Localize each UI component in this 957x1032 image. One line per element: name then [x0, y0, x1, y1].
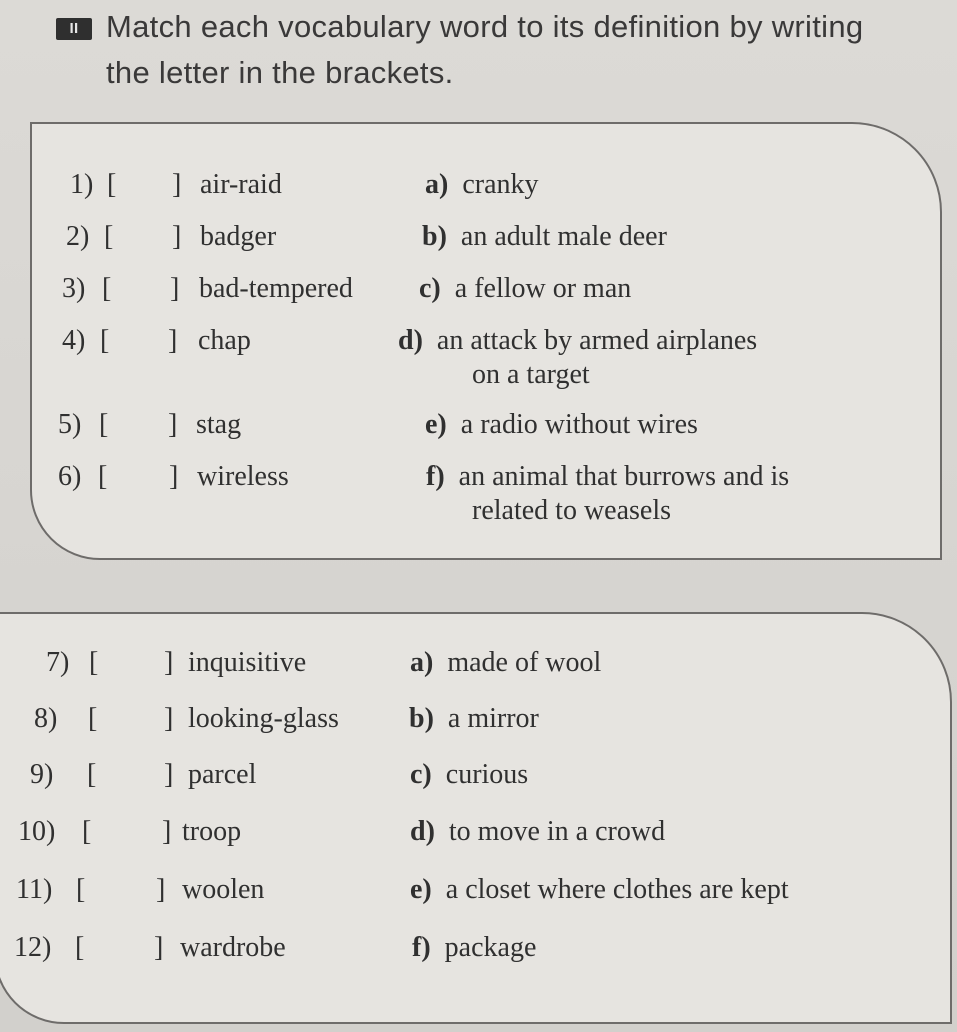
bracket-close: ]: [154, 932, 164, 963]
bracket-open: [: [89, 647, 99, 678]
definition-text: package: [444, 932, 537, 963]
bracket-close: ]: [169, 461, 179, 492]
item-number: 2): [66, 221, 90, 252]
bracket-close: ]: [164, 759, 174, 790]
definition-letter: d): [410, 816, 435, 847]
definition: [422, 218, 667, 256]
answer-blank[interactable]: [103, 700, 157, 738]
definition-letter: c): [419, 273, 441, 304]
bracket-open: [: [99, 409, 109, 440]
definition: [425, 166, 539, 204]
definition-continuation: related to weasels: [472, 495, 672, 526]
answer-blank[interactable]: [113, 458, 157, 496]
instruction: [56, 4, 936, 96]
definition: [419, 270, 631, 308]
answer-blank[interactable]: [115, 322, 159, 360]
definition: [426, 458, 789, 496]
definition: [410, 813, 665, 851]
bracket-open: [: [82, 816, 92, 847]
definition: [409, 700, 539, 738]
bracket-open: [: [98, 461, 108, 492]
definition-text: curious: [445, 759, 529, 790]
vocab-word: troop: [182, 816, 242, 847]
definition: [412, 929, 536, 967]
definition-letter: e): [410, 874, 432, 905]
item-number: 7): [46, 647, 70, 678]
answer-blank[interactable]: [114, 406, 158, 444]
definition-text: a radio without wires: [460, 409, 698, 440]
definition-text: a mirror: [447, 703, 539, 734]
item-number: 3): [62, 273, 86, 304]
vocab-word: wardrobe: [180, 932, 286, 963]
bracket-close: ]: [168, 325, 178, 356]
definition-text: an animal that burrows and is: [458, 461, 790, 492]
definition-letter: d): [398, 325, 423, 356]
definition-text: an attack by armed airplanes: [436, 325, 758, 356]
bracket-open: [: [100, 325, 110, 356]
bracket-close: ]: [164, 703, 174, 734]
answer-blank[interactable]: [117, 270, 161, 308]
definition: [425, 406, 698, 444]
item-number: 6): [58, 461, 82, 492]
vocab-word: parcel: [188, 759, 257, 790]
answer-blank[interactable]: [119, 218, 163, 256]
bracket-close: ]: [170, 273, 180, 304]
vocab-word: stag: [196, 409, 242, 440]
instruction-text-1: Match each vocabulary word to its definition by writing: [106, 9, 864, 44]
definition-letter: b): [422, 221, 447, 252]
bracket-open: [: [76, 874, 86, 905]
answer-blank[interactable]: [97, 813, 151, 851]
answer-blank[interactable]: [104, 644, 158, 682]
definition-letter: e): [425, 409, 447, 440]
definition-text: a fellow or man: [454, 273, 632, 304]
bracket-close: ]: [172, 221, 182, 252]
instruction-line-2: the letter in the brackets.: [106, 55, 454, 90]
definition-continuation: on a target: [472, 359, 590, 390]
bracket-open: [: [87, 759, 97, 790]
bracket-open: [: [104, 221, 114, 252]
definition-text: made of wool: [447, 647, 602, 678]
item-number: 10): [18, 816, 56, 847]
definition: [410, 644, 601, 682]
definition-letter: b): [409, 703, 434, 734]
item-number: 11): [16, 874, 53, 905]
vocab-word: bad-tempered: [199, 273, 353, 304]
item-number: 8): [34, 703, 58, 734]
answer-blank[interactable]: [122, 166, 166, 204]
definition-letter: a): [425, 169, 449, 200]
instruction-line-1: [56, 4, 936, 50]
definition-letter: f): [426, 461, 445, 492]
definition-letter: c): [410, 759, 432, 790]
bracket-close: ]: [164, 647, 174, 678]
definition-text: cranky: [462, 169, 539, 200]
bracket-close: ]: [168, 409, 178, 440]
vocab-word: woolen: [182, 874, 265, 905]
bracket-close: ]: [156, 874, 166, 905]
definition: [410, 756, 528, 794]
definition-text: a closet where clothes are kept: [445, 874, 789, 905]
bracket-close: ]: [172, 169, 182, 200]
vocab-word: badger: [200, 221, 277, 252]
vocab-word: looking-glass: [188, 703, 339, 734]
item-number: 4): [62, 325, 86, 356]
item-number: 9): [30, 759, 54, 790]
vocab-word: wireless: [197, 461, 289, 492]
bracket-open: [: [107, 169, 117, 200]
answer-blank[interactable]: [90, 929, 144, 967]
definition-letter: f): [412, 932, 431, 963]
vocab-word: air-raid: [200, 169, 282, 200]
definition-letter: a): [410, 647, 434, 678]
item-number: 12): [14, 932, 52, 963]
vocab-word: chap: [198, 325, 251, 356]
definition: [398, 322, 757, 360]
definition-text: an adult male deer: [460, 221, 667, 252]
item-number: 5): [58, 409, 82, 440]
definition: [410, 871, 789, 909]
definition-text: to move in a crowd: [448, 816, 666, 847]
item-number: 1): [70, 169, 94, 200]
answer-blank[interactable]: [91, 871, 145, 909]
section-badge: II: [56, 18, 92, 40]
bracket-open: [: [102, 273, 112, 304]
answer-blank[interactable]: [102, 756, 156, 794]
bracket-close: ]: [162, 816, 172, 847]
bracket-open: [: [75, 932, 85, 963]
vocab-word: inquisitive: [188, 647, 307, 678]
bracket-open: [: [88, 703, 98, 734]
